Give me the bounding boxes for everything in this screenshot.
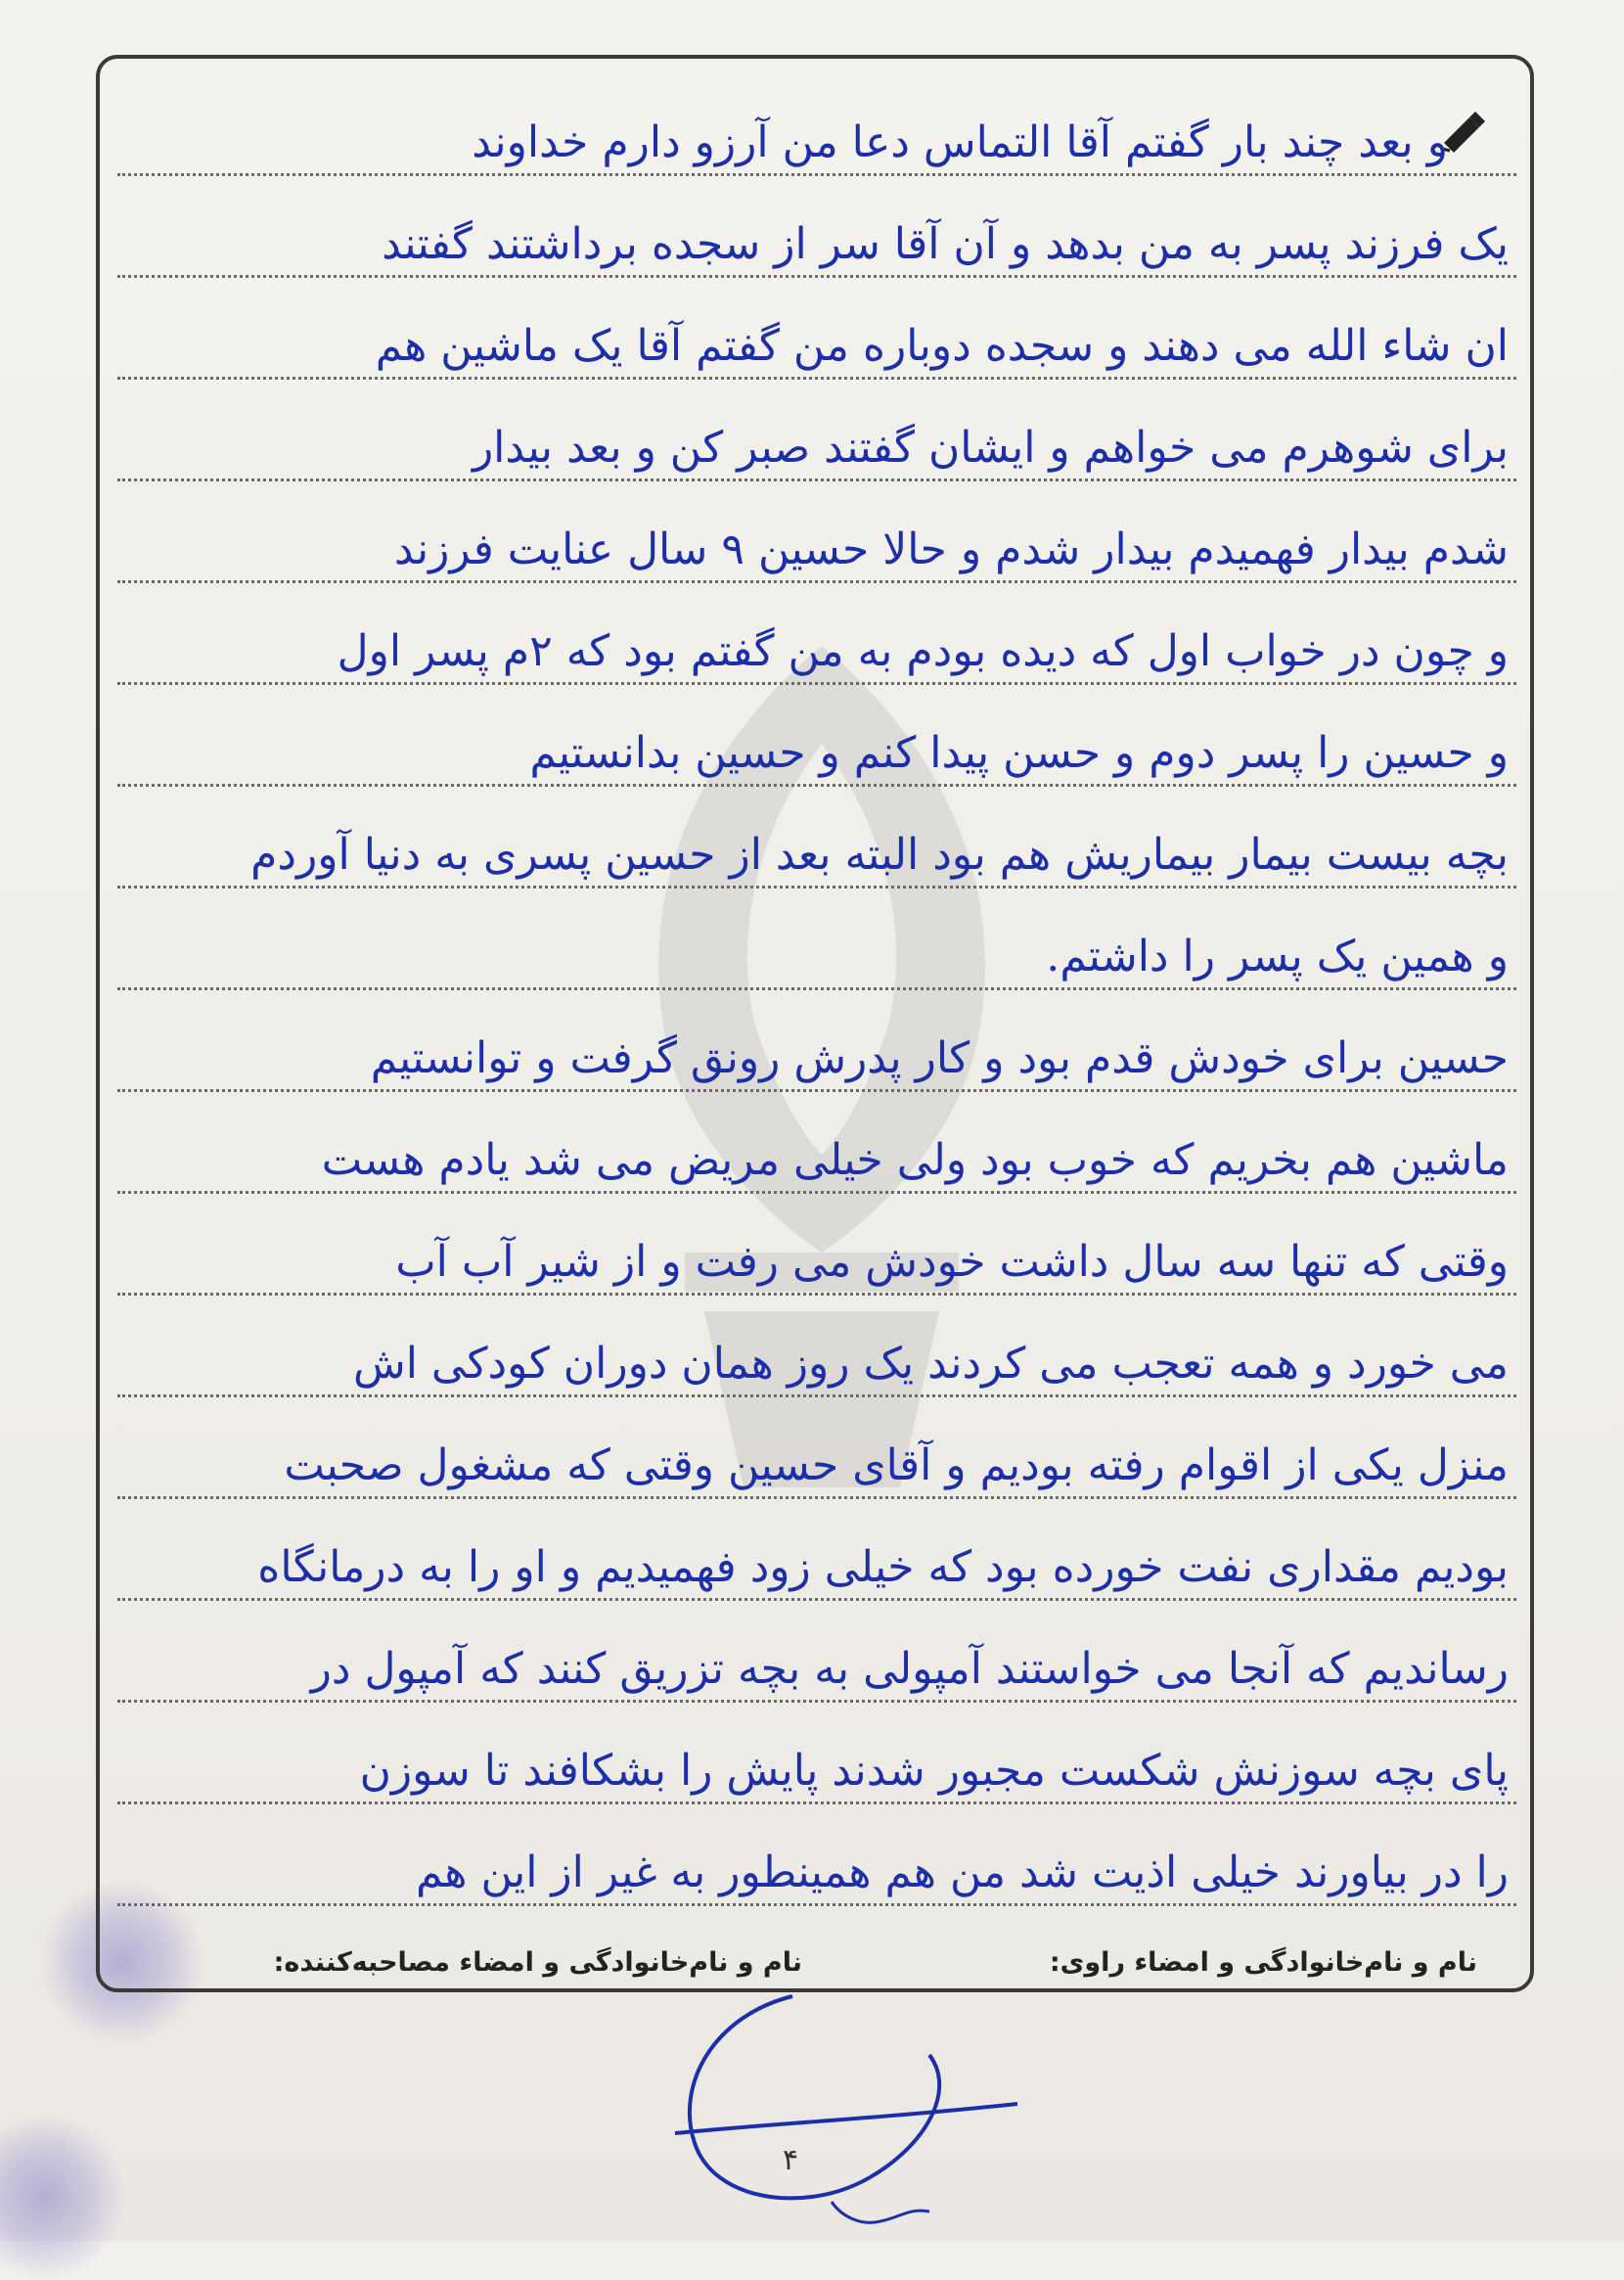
handwritten-text: و همین یک پسر را داشتم. [1046, 932, 1509, 981]
handwritten-line [117, 1217, 1516, 1305]
dotted-rule [117, 1394, 1516, 1397]
handwritten-text: شدم بیدار فهمیدم بیدار شدم و حالا حسین ۹ سال عنایت فرزند [393, 524, 1509, 574]
dotted-rule [117, 784, 1516, 787]
dotted-rule [117, 886, 1516, 889]
handwritten-line [117, 1624, 1516, 1712]
handwritten-text: ان شاء الله می دهند و سجده دوباره من گفتم آقا یک ماشین هم [375, 321, 1509, 371]
handwritten-text: برای شوهرم می خواهم و ایشان گفتند صبر کن و بعد بیدار [472, 423, 1509, 473]
handwritten-line [117, 810, 1516, 898]
handwritten-line [117, 912, 1516, 1000]
handwritten-text: بودیم مقداری نفت خورده بود که خیلی زود فهمیدیم و او را به درمانگاه [257, 1542, 1509, 1592]
handwritten-line [117, 1828, 1516, 1916]
dotted-rule [117, 1903, 1516, 1906]
interviewer-signature-label: نام و نام‌خانوادگی و امضاء مصاحبه‌کننده: [273, 1947, 802, 1978]
handwritten-line [117, 200, 1516, 288]
handwritten-text: بچه بیست بیمار بیماریش هم بود البته بعد از حسین پسری به دنیا آوردم [250, 830, 1509, 880]
dotted-rule [117, 1496, 1516, 1499]
dotted-rule [117, 275, 1516, 278]
handwritten-text: ماشین هم بخریم که خوب بود ولی خیلی مریض می شد یادم هست [321, 1135, 1509, 1185]
handwritten-text: می خورد و همه تعجب می کردند یک روز همان دوران کودکی اش [353, 1339, 1509, 1389]
dotted-rule [117, 479, 1516, 481]
page-number: ۴ [783, 2143, 799, 2177]
handwritten-line [117, 607, 1516, 695]
handwritten-line [117, 403, 1516, 491]
dotted-rule [117, 173, 1516, 176]
dotted-rule [117, 1801, 1516, 1804]
dotted-rule [117, 377, 1516, 380]
handwritten-line [117, 98, 1516, 186]
handwritten-text: حسین برای خودش قدم بود و کار پدرش رونق گرفت و توانستیم [370, 1033, 1509, 1083]
handwritten-text: را در بیاورند خیلی اذیت شد من هم همینطور به غیر از این هم [416, 1847, 1509, 1897]
handwritten-text: و بعد چند بار گفتم آقا التماس دعا من آرزو دارم خداوند [472, 117, 1448, 167]
handwritten-line [117, 505, 1516, 593]
narrator-signature-label: نام و نام‌خانوادگی و امضاء راوی: [1049, 1947, 1477, 1978]
signature-mark [636, 1977, 1047, 2241]
handwritten-line [117, 1421, 1516, 1509]
dotted-rule [117, 682, 1516, 685]
handwritten-line [117, 1319, 1516, 1407]
handwritten-text: وقتی که تنها سه سال داشت خودش می رفت و از شیر آب آب [395, 1237, 1509, 1287]
dotted-rule [117, 580, 1516, 583]
dotted-rule [117, 1293, 1516, 1296]
dotted-rule [117, 1089, 1516, 1092]
handwritten-text: و حسین را پسر دوم و حسن پیدا کنم و حسین بدانستیم [529, 728, 1509, 778]
handwritten-text: پای بچه سوزنش شکست مجبور شدند پایش را بشکافند تا سوزن [359, 1746, 1509, 1796]
handwritten-line [117, 1726, 1516, 1814]
handwritten-line [117, 708, 1516, 797]
handwritten-text: منزل یکی از اقوام رفته بودیم و آقای حسین وقتی که مشغول صحبت [284, 1440, 1509, 1490]
handwritten-line [117, 301, 1516, 389]
dotted-rule [117, 1700, 1516, 1703]
dotted-rule [117, 1598, 1516, 1601]
handwritten-text: رساندیم که آنجا می خواستند آمپولی به بچه تزریق کنند که آمپول در [310, 1644, 1509, 1694]
fingerprint-mark-bottom [0, 2114, 127, 2280]
handwritten-text: یک فرزند پسر به من بدهد و آن آقا سر از سجده برداشتند گفتند [382, 219, 1509, 269]
dotted-rule [117, 1191, 1516, 1194]
dotted-rule [117, 987, 1516, 990]
handwritten-text: و چون در خواب اول که دیده بودم به من گفتم بود که ۲م پسر اول [337, 626, 1509, 676]
handwritten-line [117, 1116, 1516, 1204]
handwritten-line [117, 1014, 1516, 1102]
handwritten-line [117, 1523, 1516, 1611]
